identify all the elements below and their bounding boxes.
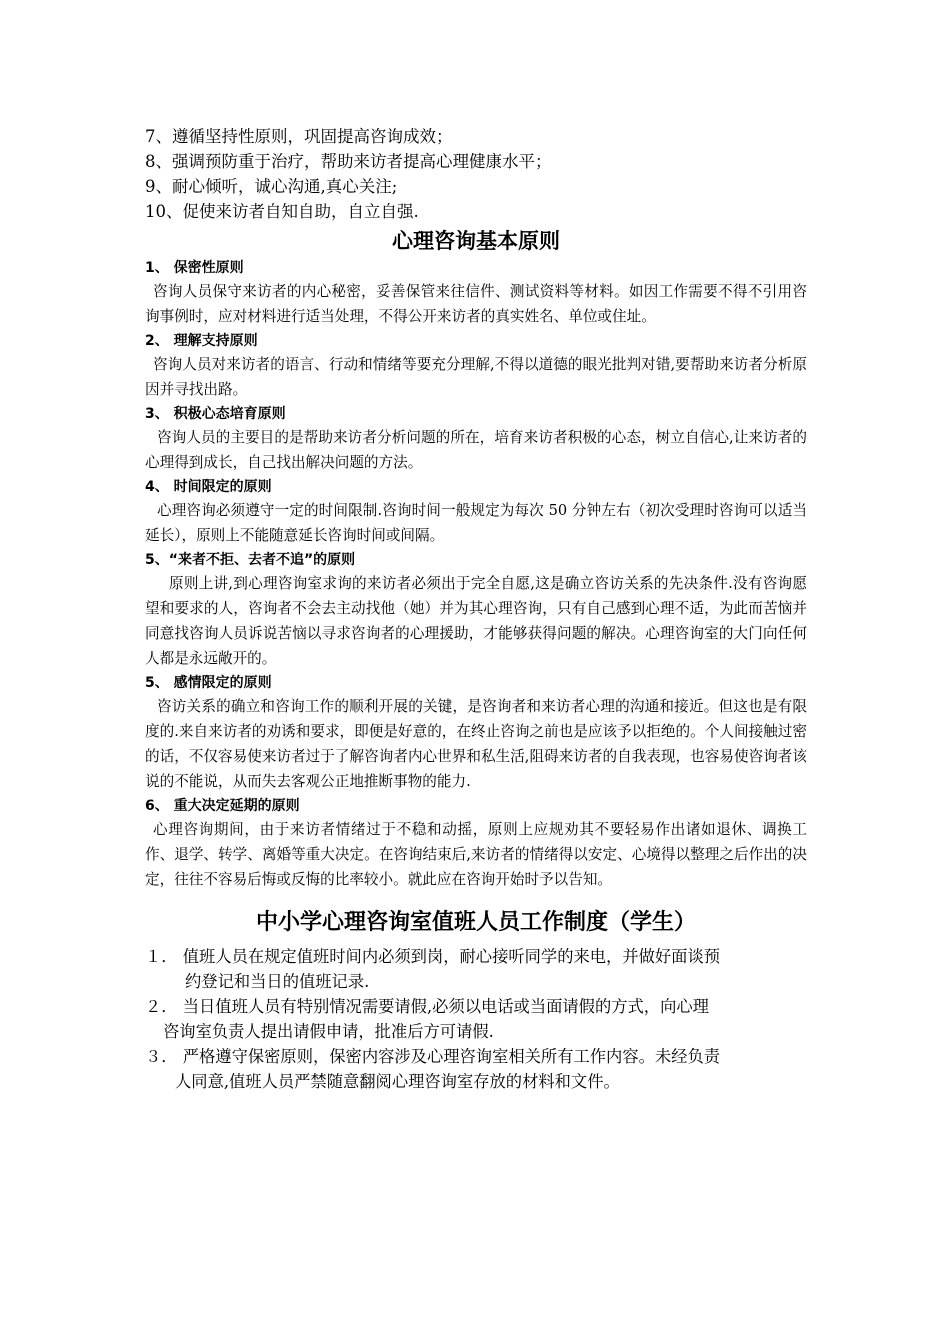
section-title: 1、 保密性原则 — [145, 260, 244, 276]
section-body: 心理咨询期间，由于来访者情绪过于不稳和动摇，原则上应规劝其不要轻易作出诸如退休、调换工作、退学、转学、离婚等重大决定。在咨询结束后,来访者的情绪得以安定、心境得以整理之后作出的决定，往往不容易后悔或反悔的比率较小。就此应在咨询开始时予以告知。 — [145, 821, 807, 888]
section-title: 6、 重大决定延期的原则 — [145, 798, 300, 814]
duty-title: 中小学心理咨询室值班人员工作制度（学生） — [255, 910, 696, 935]
duty-continuation: 约登记和当日的值班记录. — [185, 972, 370, 991]
principles-title: 心理咨询基本原则 — [392, 229, 560, 253]
list-item: 8、强调预防重于治疗，帮助来访者提高心理健康水平； — [145, 152, 552, 171]
section-title: 2、 理解支持原则 — [145, 333, 258, 349]
section-title: 3、 积极心态培育原则 — [145, 406, 286, 422]
section-body: 原则上讲,到心理咨询室求询的来访者必须出于完全自愿,这是确立咨访关系的先决条件.没有咨询愿望和要求的人，咨询者不会去主动找他（她）并为其心理咨询，只有自己感到心理不适，为此而苦恼并同意找咨询人员诉说苦恼以寻求咨询者的心理援助，才能够获得问题的解决。心理咨询室的大门向任何人都是永远敞开的。 — [145, 575, 807, 667]
section — [145, 330, 807, 402]
section-body: 心理咨询必须遵守一定的时间限制.咨询时间一般规定为每次 50 分钟左右（初次受理时咨询可以适当延长），原则上不能随意延长咨询时间或间隔。 — [145, 502, 807, 544]
section — [145, 795, 807, 892]
duty-list — [145, 944, 807, 1094]
section-body: 咨询人员保守来访者的内心秘密，妥善保管来往信件、测试资料等材料。如因工作需要不得不引用咨询事例时，应对材料进行适当处理，不得公开来访者的真实姓名、单位或住址。 — [145, 283, 807, 325]
duty-continuation: 人同意,值班人员严禁随意翻阅心理咨询室存放的材料和文件。 — [175, 1072, 620, 1091]
duty-line: ３． 严格遵守保密原则，保密内容涉及心理咨询室相关所有工作内容。未经负责 — [145, 1047, 721, 1066]
section — [145, 403, 807, 475]
list-item — [145, 994, 807, 1044]
principles-sections — [145, 257, 807, 892]
list-item — [145, 1044, 807, 1094]
section — [145, 672, 807, 794]
section-title: 5、 感情限定的原则 — [145, 675, 272, 691]
duty-continuation: 咨询室负责人提出请假申请，批准后方可请假. — [163, 1022, 494, 1041]
section-body: 咨询人员的主要目的是帮助来访者分析问题的所在，培育来访者积极的心态，树立自信心,让来访者的心理得到成长，自己找出解决问题的方法。 — [145, 429, 807, 471]
section — [145, 549, 807, 671]
section-title: 5、“来者不拒、去者不追”的原则 — [145, 552, 356, 568]
document-page — [145, 124, 807, 1094]
section — [145, 257, 807, 329]
section-body: 咨询人员对来访者的语言、行动和情绪等要充分理解,不得以道德的眼光批判对错,要帮助来访者分析原因并寻找出路。 — [145, 356, 807, 398]
section — [145, 476, 807, 548]
top-list — [145, 124, 807, 224]
duty-line: １． 值班人员在规定值班时间内必须到岗，耐心接听同学的来电，并做好面谈预 — [145, 947, 721, 966]
section-title: 4、 时间限定的原则 — [145, 479, 272, 495]
list-item: 7、遵循坚持性原则，巩固提高咨询成效； — [145, 127, 453, 146]
list-item: 9、耐心倾听，诚心沟通,真心关注; — [145, 177, 398, 196]
list-item: 10、促使来访者自知自助，自立自强. — [145, 202, 419, 221]
section-body: 咨访关系的确立和咨询工作的顺利开展的关键，是咨询者和来访者心理的沟通和接近。但这也是有限度的.来自来访者的劝诱和要求，即便是好意的，在终止咨询之前也是应该予以拒绝的。个人间接触过密的话，不仅容易使来访者过于了解咨询者内心世界和私生活,阻碍来访者的自我表现，也容易使咨询者该说的不能说，从而失去客观公正地推断事物的能力. — [145, 698, 807, 790]
duty-line: ２． 当日值班人员有特别情况需要请假,必须以电话或当面请假的方式，向心理 — [145, 997, 709, 1016]
list-item — [145, 944, 807, 994]
